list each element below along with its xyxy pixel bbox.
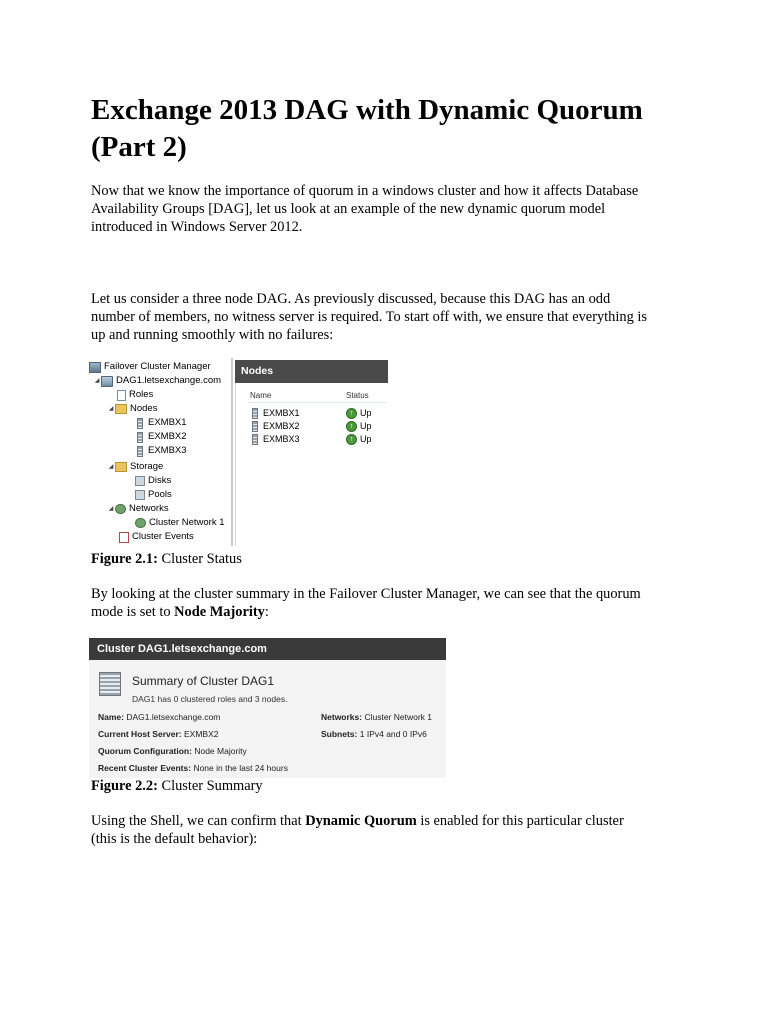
summary-title: Summary of Cluster DAG1 [132, 674, 275, 688]
summary-key: Subnets: [321, 729, 358, 739]
nodes-panel-title: Nodes [235, 360, 388, 383]
tree-item-label: Roles [129, 389, 154, 400]
server-icon [137, 446, 143, 457]
nodes-icon [115, 404, 127, 414]
storage-folder-icon [115, 462, 127, 472]
summary-key: Networks: [321, 712, 363, 722]
tree-item-label: Nodes [130, 403, 158, 414]
column-header-status[interactable]: Status [346, 391, 369, 400]
summary-line [91, 603, 681, 621]
intro-line: Now that we know the importance of quorum in a windows cluster and how it affects Database [91, 183, 639, 199]
tree-item-label: Networks [129, 503, 169, 514]
caption-text: Cluster Status [157, 551, 242, 567]
status-up-icon: ↑ [346, 408, 357, 419]
pane-divider[interactable] [231, 358, 233, 546]
consider-line: up and running smoothly with no failures: [91, 327, 334, 343]
consider-line: number of members, no witness server is required. To start off with, we ensure that everything is [91, 309, 647, 325]
figure-cluster-summary [89, 638, 446, 778]
tree-item-label: Cluster Events [132, 531, 194, 542]
node-status [346, 433, 372, 446]
summary-value[interactable]: Cluster Network 1 [364, 712, 433, 722]
summary-value[interactable]: EXMBX2 [183, 729, 219, 739]
summary-events [98, 763, 288, 773]
summary-text: mode is set to [91, 604, 175, 620]
header-divider [248, 402, 386, 403]
tree-item-nodes[interactable] [107, 402, 157, 416]
caption-label: Figure 2.2: [91, 778, 158, 794]
tree-item-disks[interactable] [135, 474, 171, 488]
summary-value[interactable]: 1 IPv4 and 0 IPv6 [359, 729, 427, 739]
tree-item-label: EXMBX3 [148, 445, 187, 456]
summary-quorum [98, 746, 247, 756]
caption-text: Cluster Summary [157, 778, 263, 794]
tree-item-label: Cluster Network 1 [149, 517, 225, 528]
cluster-manager-icon [89, 362, 101, 373]
cluster-icon [101, 376, 113, 387]
cluster-tree [89, 358, 231, 546]
shell-line: (this is the default behavior): [91, 831, 258, 847]
nodes-panel [235, 360, 388, 546]
summary-header: Cluster DAG1.letsexchange.com [89, 638, 446, 660]
node-status [346, 420, 372, 433]
summary-paragraph [91, 585, 681, 621]
tree-item-cluster-events[interactable] [119, 530, 194, 544]
table-row[interactable] [250, 433, 300, 446]
summary-host [98, 729, 218, 739]
summary-value[interactable]: DAG1.letsexchange.com [126, 712, 221, 722]
status-up-icon: ↑ [346, 421, 357, 432]
node-status [346, 407, 372, 420]
summary-name [98, 712, 220, 722]
summary-key: Quorum Configuration: [98, 746, 192, 756]
intro-line: introduced in Windows Server 2012. [91, 219, 303, 235]
figure-2-1-caption [91, 550, 242, 568]
status-label: Up [360, 434, 372, 444]
shell-paragraph [91, 812, 681, 848]
nodes-table [235, 383, 389, 546]
server-icon [252, 408, 258, 419]
consider-line: Let us consider a three node DAG. As previously discussed, because this DAG has an odd [91, 291, 611, 307]
tree-item-label: Pools [148, 489, 172, 500]
tree-item-cluster-network-1[interactable] [135, 516, 225, 530]
summary-bold: Node Majority [174, 604, 265, 620]
tree-item-label: DAG1.letsexchange.com [116, 375, 222, 386]
node-name: EXMBX3 [263, 434, 300, 444]
tree-item-exmbx2[interactable] [135, 430, 187, 444]
summary-subtitle: DAG1 has 0 clustered roles and 3 nodes. [132, 694, 288, 704]
summary-networks [321, 712, 432, 722]
tree-item-roles[interactable] [117, 388, 153, 402]
tree-item-pools[interactable] [135, 488, 172, 502]
tree-item-failover-cluster-manager[interactable] [89, 360, 211, 374]
figure-cluster-status [89, 358, 389, 546]
summary-key: Recent Cluster Events: [98, 763, 192, 773]
summary-text: : [264, 604, 269, 620]
status-label: Up [360, 421, 372, 431]
caption-label: Figure 2.1: [91, 551, 158, 567]
networks-icon [115, 504, 126, 514]
disks-icon [135, 476, 145, 486]
expand-arrow-icon[interactable]: ◢ [108, 506, 114, 512]
server-icon [137, 432, 143, 443]
summary-value[interactable]: Node Majority [194, 746, 247, 756]
tree-item-label: Disks [148, 475, 172, 486]
summary-key: Current Host Server: [98, 729, 182, 739]
tree-item-label: Storage [130, 461, 164, 472]
tree-item-networks[interactable] [107, 502, 169, 516]
summary-subnets [321, 729, 427, 739]
server-icon [252, 421, 258, 432]
network-icon [135, 518, 146, 528]
summary-key: Name: [98, 712, 124, 722]
server-icon [252, 434, 258, 445]
status-up-icon: ↑ [346, 434, 357, 445]
expand-arrow-icon[interactable]: ◢ [108, 464, 114, 470]
node-name: EXMBX2 [263, 421, 300, 431]
summary-value[interactable]: None in the last 24 hours [193, 763, 288, 773]
tree-item-label: Failover Cluster Manager [104, 361, 211, 372]
table-row[interactable] [250, 407, 300, 420]
shell-line [91, 812, 681, 830]
tree-item-exmbx3[interactable] [135, 444, 187, 458]
expand-arrow-icon[interactable]: ◢ [94, 378, 100, 384]
title-line-2: (Part 2) [91, 131, 187, 163]
roles-icon [117, 390, 126, 401]
intro-line: Availability Groups [DAG], let us look at an example of the new dynamic quorum model [91, 201, 606, 217]
status-label: Up [360, 408, 372, 418]
events-icon [119, 532, 129, 543]
summary-line: By looking at the cluster summary in the Failover Cluster Manager, we can see that the quorum [91, 586, 641, 602]
shell-bold: Dynamic Quorum [305, 813, 417, 829]
title-line-1: Exchange 2013 DAG with Dynamic Quorum [91, 94, 643, 126]
pools-icon [135, 490, 145, 500]
shell-text: is enabled for this particular cluster [416, 813, 624, 829]
tree-item-exmbx1[interactable] [135, 416, 187, 430]
intro-paragraph [91, 182, 681, 236]
tree-item-storage[interactable] [107, 460, 163, 474]
tree-item-dag1[interactable] [93, 374, 221, 388]
server-icon [137, 418, 143, 429]
node-name: EXMBX1 [263, 408, 300, 418]
table-row[interactable] [250, 420, 300, 433]
tree-item-label: EXMBX2 [148, 431, 187, 442]
expand-arrow-icon[interactable]: ◢ [108, 406, 114, 412]
tree-item-label: EXMBX1 [148, 417, 187, 428]
page-title [91, 92, 691, 166]
column-header-name[interactable]: Name [250, 391, 272, 400]
cluster-server-icon [99, 672, 121, 696]
consider-paragraph [91, 290, 681, 344]
shell-text: Using the Shell, we can confirm that [91, 813, 306, 829]
figure-2-2-caption [91, 777, 263, 795]
